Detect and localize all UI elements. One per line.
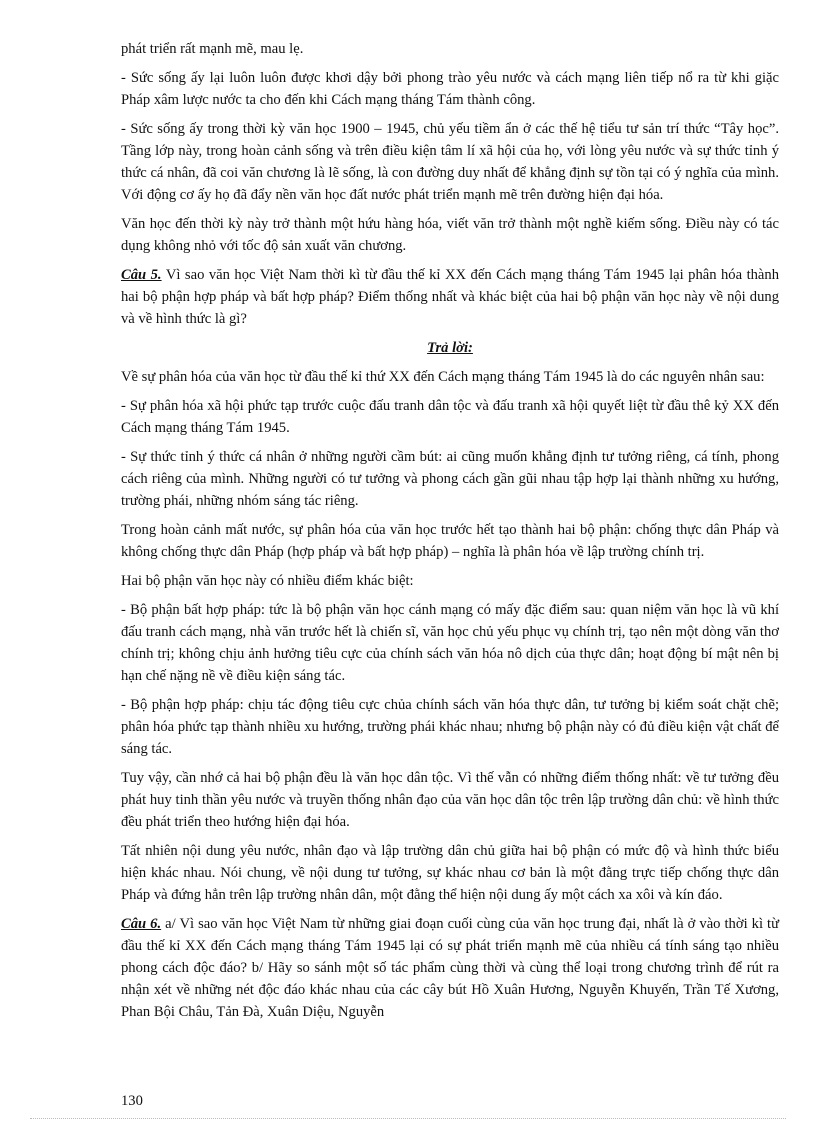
paragraph: Tuy vậy, cần nhớ cả hai bộ phận đều là văn học dân tộc. Vì thế vẫn có những điểm thống nhất: về tư tưởng đều phát huy tinh thần yêu nước và truyền thống nhân đạo của văn học dân tộc trên lập trường dân chủ: về hình thức đều phát triển theo hướng hiện đại hóa. — [121, 770, 779, 830]
document-body — [121, 38, 779, 1030]
answer-heading: Trả lời: — [427, 340, 473, 356]
question-6 — [121, 913, 779, 1023]
question-6-label: Câu 6. — [121, 916, 162, 932]
page-number: 130 — [121, 1093, 143, 1109]
paragraph: - Bộ phận hợp pháp: chịu tác động tiêu cực chủa chính sách văn hóa thực dân, tư tưởng bị kiểm soát chặt chẽ; phân hóa phức tạp thành nhiều xu hướng, trường phái khác nhau; nhưng bộ phận này có đủ điều kiện vật chất để sáng tác. — [121, 697, 779, 757]
paragraph: - Sự thức tỉnh ý thức cá nhân ở những người cầm bút: ai cũng muốn khẳng định tư tưởng riêng, cá tính, phong cách riêng của mình. Những người có tư tưởng và phong cách gần gũi nhau tập hợp lại thành những xu hướng, trường phái, những nhóm sáng tác riêng. — [121, 449, 779, 509]
paragraph: phát triển rất mạnh mẽ, mau lẹ. — [121, 41, 304, 57]
answer-heading-row — [121, 337, 779, 359]
paragraph: - Sự phân hóa xã hội phức tạp trước cuộc đấu tranh dân tộc và đấu tranh xã hội quyết liệt từ đầu thê kỷ XX đến Cách mạng tháng Tám 1945. — [121, 398, 779, 436]
question-5-text: Vì sao văn học Việt Nam thời kì từ đầu thế kỉ XX đến Cách mạng tháng Tám 1945 lại phân hóa thành hai bộ phận hợp pháp và bất hợp pháp? Điểm thống nhất và khác biệt của hai bộ phận văn học này về nội dung và về hình thức là gì? — [121, 267, 779, 327]
paragraph: Văn học đến thời kỳ này trở thành một hứu hàng hóa, viết văn trở thành một nghề kiếm sống. Điều này có tác dụng không nhỏ với tốc độ sản xuất văn chương. — [121, 216, 779, 254]
paragraph: - Bộ phận bất hợp pháp: tức là bộ phận văn học cánh mạng có mấy đặc điểm sau: quan niệm văn học là vũ khí đấu tranh cách mạng, nhà văn trước hết là chiến sĩ, văn học chủ yếu phục vụ chính trị, tạo nên một dòng văn thơ chính trị; không chịu ảnh hưởng tiêu cực của chính sách văn hóa nô dịch của thực dân; hoạt động bí mật nên bị hạn chế nặng nề về điều kiện sáng tác. — [121, 602, 779, 684]
paragraph: Trong hoàn cảnh mất nước, sự phân hóa của văn học trước hết tạo thành hai bộ phận: chống thực dân Pháp và không chống thực dân Pháp (hợp pháp và bất hợp pháp) – nghĩa là phân hóa về lập trường chính trị. — [121, 522, 779, 560]
paragraph: Tất nhiên nội dung yêu nước, nhân đạo và lập trường dân chủ giữa hai bộ phận có mức độ và hình thức biểu hiện khác nhau. Nói chung, về nội dung tư tưởng, sự khác nhau cơ bản là một đằng trực tiếp chống thực dân Pháp và đứng hẳn trên lập trường nhân dân, một đằng thể hiện nội dung ấy một cách xa xôi và kín đáo. — [121, 843, 779, 903]
paragraph: - Sức sống ấy lại luôn luôn được khơi dậy bởi phong trào yêu nước và cách mạng liên tiếp nổ ra từ khi giặc Pháp xâm lược nước ta cho đến khi Cách mạng tháng Tám thành công. — [121, 70, 779, 108]
paragraph: - Sức sống ấy trong thời kỳ văn học 1900 – 1945, chủ yếu tiềm ẩn ở các thế hệ tiểu tư sản trí thức “Tây học”. Tầng lớp này, trong hoàn cảnh sống và trên điều kiện tâm lí xã hội của họ, với lòng yêu nước và sự thức tỉnh ý thức cá nhân, đã coi văn chương là lẽ sống, là con đường duy nhất để khẳng định sự tồn tại có ý nghĩa của mình. Với động cơ ấy họ đã đẩy nền văn học đất nước phát triển mạnh mẽ trên đường hiện đại hóa. — [121, 121, 779, 203]
paragraph: Về sự phân hóa của văn học từ đầu thế kỉ thứ XX đến Cách mạng tháng Tám 1945 là do các nguyên nhân sau: — [121, 369, 765, 385]
page-bottom-divider — [30, 1118, 786, 1119]
question-5 — [121, 264, 779, 330]
question-5-label: Câu 5. — [121, 267, 162, 283]
paragraph: Hai bộ phận văn học này có nhiều điểm khác biệt: — [121, 573, 414, 589]
question-6-text: a/ Vì sao văn học Việt Nam từ những giai đoạn cuối cùng của văn học trung đại, nhất là ở vào thời kì từ đầu thế kỉ XX đến Cách mạng tháng Tám 1945 lại có sự phát triển mạnh mẽ của nhiều cá tính sáng tạo nhiều phong cách độc đáo? b/ Hãy so sánh một số tác phẩm cùng thời và cùng thể loại trong chương trình để rút ra nhận xét về những nét độc đáo khác nhau của các cây bút Hồ Xuân Hương, Nguyễn Khuyến, Trần Tế Xương, Phan Bội Châu, Tản Đà, Xuân Diệu, Nguyễn — [121, 916, 779, 1020]
